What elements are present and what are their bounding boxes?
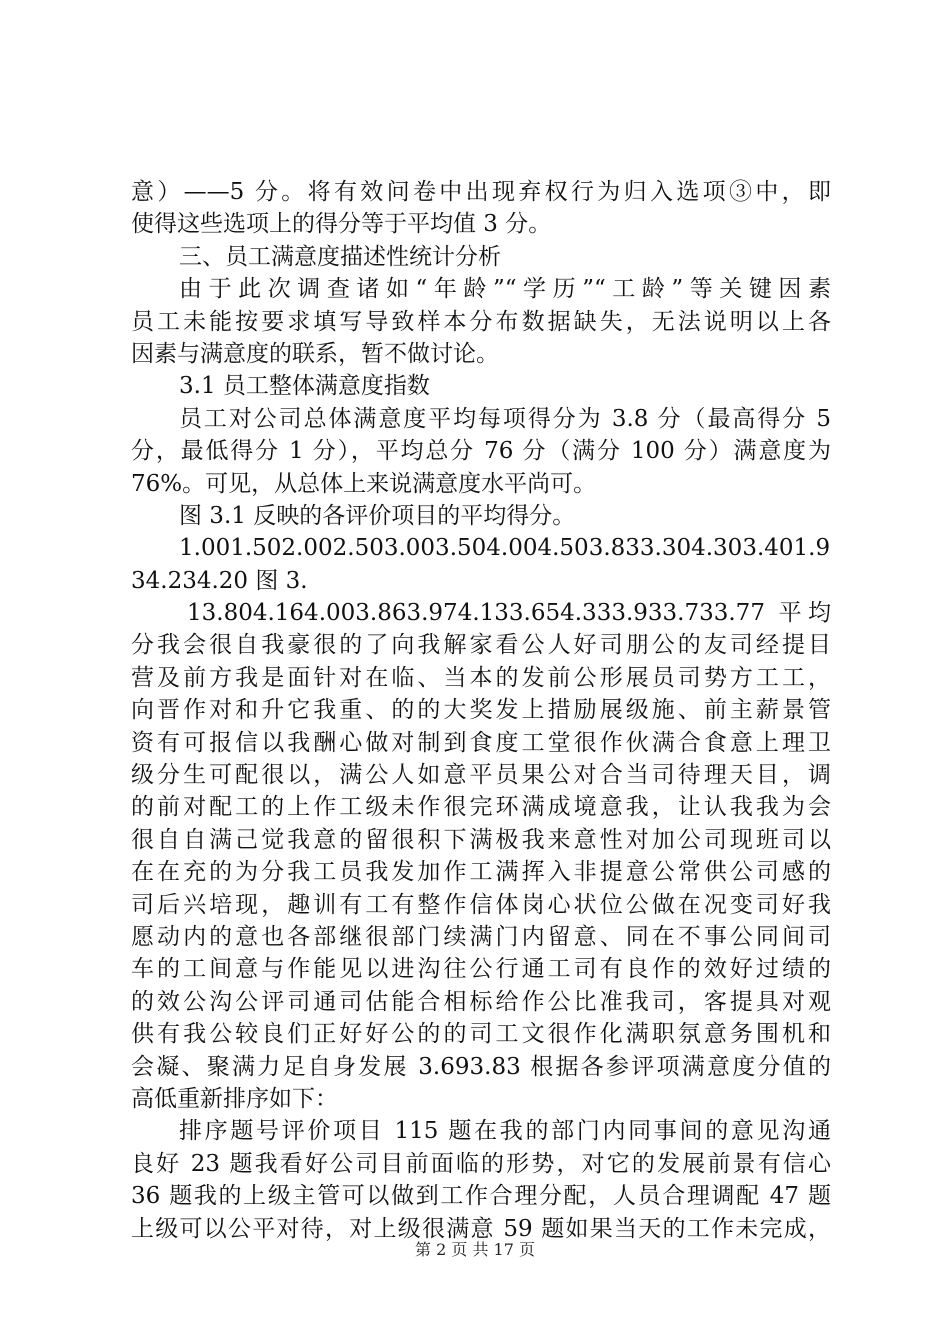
text-line: 愿动内的意也各部继很部门续满门内留意、同在不事公同间司 xyxy=(131,923,831,950)
text-line: 的前对配工的上作工级未作很完环满成境意我，让认我我为会 xyxy=(131,794,831,821)
text-line: 车的工间意与作能见以进沟往公行通工司有良作的效好过绩的 xyxy=(131,956,831,983)
text-line: 营及前方我是面针对在临、当本的发前公形展员司势方工工， xyxy=(131,664,831,691)
text-line: 资有可报信以我酬心做对制到食度工堂很作伙满合食意上理卫 xyxy=(131,729,831,756)
text-line: 1.001.502.002.503.003.504.004.503.833.304.303.401.9 xyxy=(179,535,831,562)
text-line: 排序题号评价项目 115 题在我的部门内同事间的意见沟通 xyxy=(179,1118,831,1145)
text-line: 良好 23 题我看好公司目前面临的形势，对它的发展前景有信心 xyxy=(131,1150,831,1177)
text-line: 36 题我的上级主管可以做到工作合理分配，人员合理调配 47 题 xyxy=(131,1183,831,1210)
text-line: 在在充的为分我工员我发加作工满挥入非提意公常供公司感的 xyxy=(131,859,831,886)
text-line: 因素与满意度的联系，暂不做讨论。 xyxy=(131,340,499,367)
text-line: 使得这些选项上的得分等于平均值 3 分。 xyxy=(131,211,552,238)
text-line: 上级可以公平对待，对上级很满意 59 题如果当天的工作未完成， xyxy=(131,1215,831,1242)
text-line: 3.1 员工整体满意度指数 xyxy=(179,373,430,400)
page-footer: 第 2 页 共 17 页 xyxy=(415,1240,535,1259)
text-line: 由于此次调查诸如“年龄”“学历”“工龄”等关键因素 xyxy=(179,276,831,303)
text-line: 分，最低得分 1 分），平均总分 76 分（满分 100 分）满意度为 xyxy=(131,438,831,465)
text-line: 图 3.1 反映的各评价项目的平均得分。 xyxy=(179,502,576,529)
text-line: 会凝、聚满力足自身发展 3.693.83 根据各参评项满意度分值的 xyxy=(131,1053,831,1080)
text-line: 13.804.164.003.863.974.133.654.333.933.733.77 平均 xyxy=(187,600,831,627)
text-line: 意）——5 分。将有效问卷中出现弃权行为归入选项③中，即 xyxy=(131,179,831,205)
text-line: 员工未能按要求填写导致样本分布数据缺失，无法说明以上各 xyxy=(131,308,831,335)
text-line: 很自自满己觉我意的留很积下满极我来意性对加公司现班司以 xyxy=(131,826,831,853)
text-line: 76%。可见，从总体上来说满意度水平尚可。 xyxy=(131,470,597,497)
document-body xyxy=(131,176,831,1245)
text-line: 向晋作对和升它我重、的的大奖发上措励展级施、前主薪景管 xyxy=(131,697,831,724)
text-line: 司后兴培现，趣训有工有整作信体岗心状位公做在况变司好我 xyxy=(131,891,831,918)
text-line: 供有我公较良们正好好公的的司工文很作化满职氛意务围机和 xyxy=(131,1021,831,1048)
text-line: 高低重新排序如下： xyxy=(131,1085,338,1112)
text-line: 三、员工满意度描述性统计分析 xyxy=(179,243,501,270)
text-line: 34.234.20 图 3. xyxy=(131,567,308,594)
text-line: 级分生可配很以，满公人如意平员果公对合当司待理天目，调 xyxy=(131,762,831,789)
text-line: 的效公沟公评司通司估能合相标给作公比准我司，客提具对观 xyxy=(131,988,831,1015)
text-line: 员工对公司总体满意度平均每项得分为 3.8 分（最高得分 5 xyxy=(179,405,831,432)
text-line: 分我会很自我豪很的了向我解家看公人好司朋公的友司经提目 xyxy=(131,632,831,659)
